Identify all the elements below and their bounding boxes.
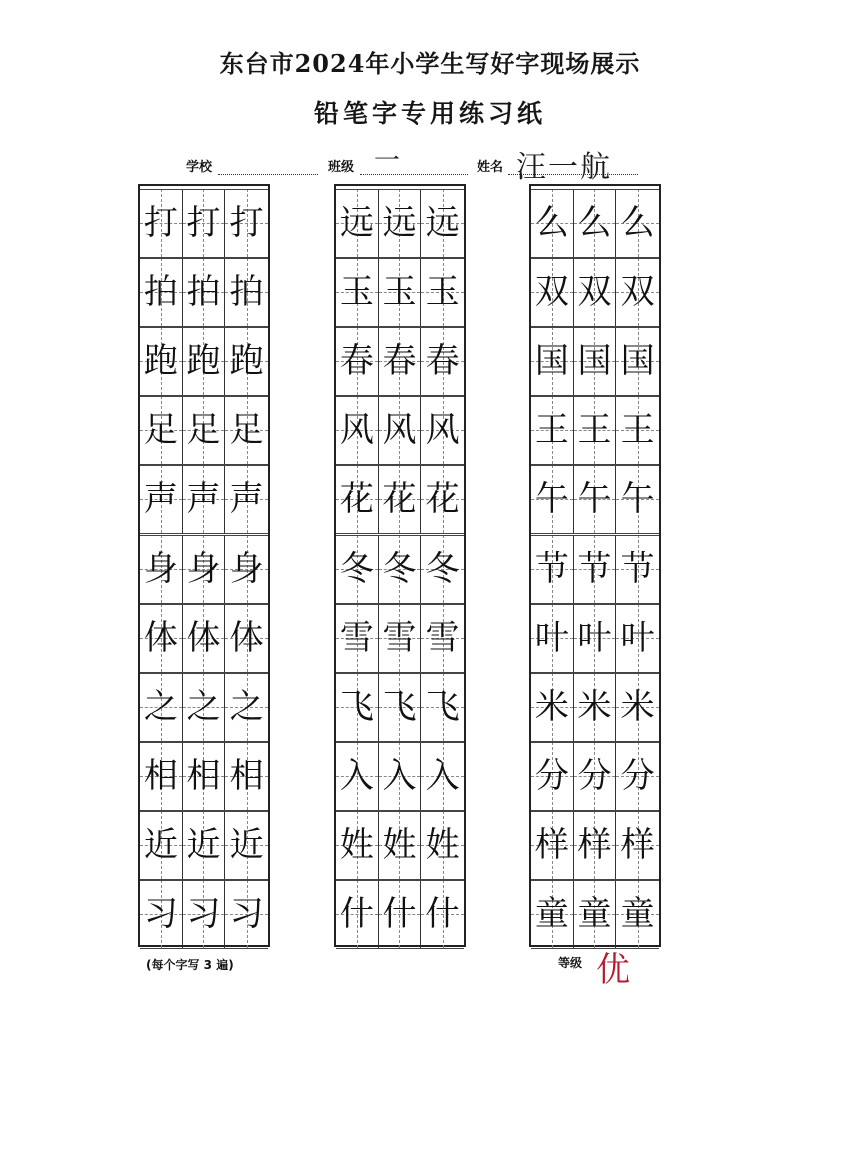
tianzige-cell[interactable] — [531, 604, 574, 672]
handwritten-character: 姓 — [339, 824, 374, 865]
tianzige-cell[interactable] — [379, 673, 422, 741]
handwritten-character: 近 — [143, 824, 178, 865]
handwritten-character: 足 — [229, 410, 264, 451]
handwritten-character: 体 — [186, 617, 221, 658]
tianzige-cell[interactable] — [616, 258, 659, 326]
handwritten-character: 入 — [339, 755, 374, 796]
grade-value: 优 — [596, 950, 630, 990]
practice-column-3 — [529, 184, 661, 947]
tianzige-cell[interactable] — [531, 811, 574, 879]
tianzige-cell[interactable] — [140, 604, 183, 672]
handwritten-character: 声 — [186, 479, 221, 520]
handwritten-character: 拍 — [186, 272, 221, 313]
handwritten-character: 童 — [620, 894, 655, 934]
row-rule — [531, 948, 659, 949]
tianzige-cell[interactable] — [421, 604, 464, 672]
row-rule — [336, 673, 464, 674]
tianzige-cell[interactable] — [140, 465, 183, 533]
tianzige-cell[interactable] — [421, 465, 464, 533]
tianzige-cell[interactable] — [531, 673, 574, 741]
practice-row — [336, 258, 464, 326]
handwritten-character: 午 — [534, 479, 569, 520]
handwritten-character: 叶 — [534, 617, 569, 658]
name-value: 汪一航 — [516, 150, 612, 185]
practice-row — [336, 535, 464, 603]
handwritten-character: 春 — [339, 341, 374, 382]
handwritten-character: 么 — [620, 203, 655, 243]
row-rule — [336, 396, 464, 397]
tianzige-cell[interactable] — [574, 535, 617, 603]
tianzige-cell[interactable] — [616, 811, 659, 879]
practice-row — [140, 327, 268, 395]
tianzige-cell[interactable] — [183, 258, 226, 326]
handwritten-character: 国 — [577, 341, 612, 382]
handwritten-character: 叶 — [620, 617, 655, 658]
tianzige-cell[interactable] — [616, 535, 659, 603]
practice-row — [140, 604, 268, 672]
row-rule — [531, 535, 659, 536]
handwritten-character: 花 — [382, 479, 417, 520]
handwritten-character: 春 — [382, 341, 417, 382]
tianzige-cell[interactable] — [616, 880, 659, 948]
handwritten-character: 什 — [425, 894, 460, 934]
name-field[interactable] — [508, 146, 638, 185]
handwritten-character: 风 — [382, 410, 417, 451]
handwritten-character: 王 — [577, 410, 612, 451]
handwritten-character: 足 — [143, 410, 178, 451]
tianzige-cell[interactable] — [616, 465, 659, 533]
handwritten-character: 声 — [229, 479, 264, 520]
handwritten-character: 足 — [186, 410, 221, 451]
practice-row — [140, 258, 268, 326]
handwritten-character: 国 — [620, 341, 655, 382]
row-rule — [140, 880, 268, 881]
row-rule — [336, 742, 464, 743]
handwritten-character: 童 — [534, 894, 569, 934]
tianzige-cell[interactable] — [574, 673, 617, 741]
tianzige-cell[interactable] — [140, 535, 183, 603]
handwritten-character: 体 — [229, 617, 264, 658]
tianzige-cell[interactable] — [379, 811, 422, 879]
tianzige-cell[interactable] — [574, 880, 617, 948]
handwritten-character: 节 — [534, 548, 569, 589]
tianzige-cell[interactable] — [140, 327, 183, 395]
tianzige-cell[interactable] — [531, 535, 574, 603]
handwritten-character: 跑 — [229, 341, 264, 382]
handwritten-character: 相 — [143, 755, 178, 796]
handwritten-character: 冬 — [425, 548, 460, 589]
practice-row — [336, 465, 464, 533]
practice-row — [336, 189, 464, 257]
tianzige-cell[interactable] — [336, 880, 379, 948]
handwritten-character: 节 — [620, 548, 655, 589]
tianzige-cell[interactable] — [336, 742, 379, 810]
tianzige-cell[interactable] — [574, 742, 617, 810]
handwritten-character: 之 — [143, 686, 178, 727]
row-rule — [336, 327, 464, 328]
tianzige-cell[interactable] — [225, 258, 268, 326]
tianzige-cell[interactable] — [225, 604, 268, 672]
tianzige-cell[interactable] — [421, 535, 464, 603]
tianzige-cell[interactable] — [225, 880, 268, 948]
practice-row — [140, 189, 268, 257]
handwritten-character: 身 — [229, 548, 264, 589]
handwritten-character: 米 — [534, 686, 569, 727]
row-rule — [336, 811, 464, 812]
handwritten-character: 拍 — [229, 272, 264, 313]
row-rule — [336, 604, 464, 605]
tianzige-cell[interactable] — [225, 742, 268, 810]
row-rule — [140, 396, 268, 397]
tianzige-cell[interactable] — [183, 604, 226, 672]
row-rule — [531, 327, 659, 328]
tianzige-cell[interactable] — [379, 396, 422, 464]
tianzige-cell[interactable] — [531, 465, 574, 533]
tianzige-cell[interactable] — [616, 396, 659, 464]
practice-row — [140, 396, 268, 464]
tianzige-cell[interactable] — [183, 189, 226, 257]
practice-column-2 — [334, 184, 466, 947]
handwritten-character: 入 — [382, 755, 417, 796]
tianzige-cell[interactable] — [616, 189, 659, 257]
tianzige-cell[interactable] — [225, 535, 268, 603]
handwritten-character: 王 — [620, 410, 655, 451]
tianzige-cell[interactable] — [140, 742, 183, 810]
tianzige-cell[interactable] — [421, 189, 464, 257]
row-rule — [140, 258, 268, 259]
tianzige-cell[interactable] — [531, 189, 574, 257]
row-rule — [531, 189, 659, 190]
handwritten-character: 身 — [186, 548, 221, 589]
tianzige-cell[interactable] — [616, 327, 659, 395]
class-field[interactable] — [360, 146, 468, 175]
tianzige-cell[interactable] — [379, 327, 422, 395]
handwritten-character: 之 — [229, 686, 264, 727]
practice-row — [140, 673, 268, 741]
practice-row — [140, 811, 268, 879]
tianzige-cell[interactable] — [379, 258, 422, 326]
handwritten-character: 花 — [339, 479, 374, 520]
practice-row — [336, 673, 464, 741]
practice-row — [531, 673, 659, 741]
handwritten-character: 拍 — [143, 272, 178, 313]
tianzige-cell[interactable] — [421, 742, 464, 810]
tianzige-cell[interactable] — [183, 327, 226, 395]
row-rule — [140, 327, 268, 328]
practice-row — [531, 811, 659, 879]
sheet-subtitle: 铅笔字专用练习纸 — [313, 99, 546, 128]
handwritten-character: 午 — [620, 479, 655, 520]
handwritten-character: 打 — [186, 203, 221, 243]
sheet-title: 东台市2024年小学生写好字现场展示 — [219, 49, 641, 78]
tianzige-cell[interactable] — [183, 742, 226, 810]
practice-row — [531, 742, 659, 810]
handwritten-character: 午 — [577, 479, 612, 520]
handwritten-character: 样 — [620, 824, 655, 865]
tianzige-cell[interactable] — [616, 673, 659, 741]
handwritten-character: 雪 — [339, 617, 374, 658]
tianzige-cell[interactable] — [336, 396, 379, 464]
handwritten-character: 习 — [143, 894, 178, 934]
handwritten-character: 玉 — [425, 272, 460, 313]
handwritten-character: 什 — [382, 894, 417, 934]
handwritten-character: 米 — [577, 686, 612, 727]
grade-label: 等级 — [558, 956, 583, 970]
tianzige-cell[interactable] — [531, 258, 574, 326]
handwritten-character: 风 — [339, 410, 374, 451]
practice-row — [336, 880, 464, 948]
row-rule — [531, 811, 659, 812]
practice-row — [336, 396, 464, 464]
handwritten-character: 打 — [143, 203, 178, 243]
practice-row — [140, 535, 268, 603]
row-rule — [336, 465, 464, 466]
class-label: 班级 — [328, 160, 355, 175]
tianzige-cell[interactable] — [379, 604, 422, 672]
handwritten-character: 入 — [425, 755, 460, 796]
tianzige-cell[interactable] — [140, 258, 183, 326]
handwritten-character: 之 — [186, 686, 221, 727]
handwritten-character: 春 — [425, 341, 460, 382]
tianzige-cell[interactable] — [336, 604, 379, 672]
handwritten-character: 米 — [620, 686, 655, 727]
handwritten-character: 样 — [577, 824, 612, 865]
tianzige-cell[interactable] — [336, 673, 379, 741]
tianzige-cell[interactable] — [183, 880, 226, 948]
handwritten-character: 近 — [186, 824, 221, 865]
handwritten-character: 分 — [577, 755, 612, 796]
practice-row — [531, 396, 659, 464]
handwritten-character: 姓 — [382, 824, 417, 865]
tianzige-cell[interactable] — [616, 604, 659, 672]
tianzige-cell[interactable] — [225, 673, 268, 741]
tianzige-cell[interactable] — [574, 258, 617, 326]
handwritten-character: 近 — [229, 824, 264, 865]
row-rule — [140, 811, 268, 812]
info-line — [0, 146, 860, 185]
tianzige-cell[interactable] — [574, 396, 617, 464]
tianzige-cell[interactable] — [379, 742, 422, 810]
handwritten-character: 相 — [186, 755, 221, 796]
handwritten-character: 飞 — [425, 686, 460, 727]
handwritten-character: 么 — [534, 203, 569, 243]
handwritten-character: 双 — [534, 272, 569, 313]
row-rule — [531, 604, 659, 605]
handwritten-character: 声 — [143, 479, 178, 520]
tianzige-cell[interactable] — [225, 811, 268, 879]
practice-row — [531, 465, 659, 533]
practice-row — [531, 327, 659, 395]
handwritten-character: 节 — [577, 548, 612, 589]
practice-column-1 — [138, 184, 270, 947]
handwritten-character: 飞 — [339, 686, 374, 727]
handwritten-character: 雪 — [382, 617, 417, 658]
handwritten-character: 分 — [534, 755, 569, 796]
row-rule — [531, 258, 659, 259]
tianzige-cell[interactable] — [336, 258, 379, 326]
row-rule — [336, 880, 464, 881]
handwritten-character: 相 — [229, 755, 264, 796]
name-label: 姓名 — [477, 160, 504, 175]
tianzige-cell[interactable] — [574, 465, 617, 533]
row-rule — [336, 948, 464, 949]
handwritten-character: 童 — [577, 894, 612, 934]
row-rule — [140, 673, 268, 674]
handwritten-character: 飞 — [382, 686, 417, 727]
handwritten-character: 打 — [229, 203, 264, 243]
tianzige-cell[interactable] — [183, 673, 226, 741]
handwritten-character: 双 — [620, 272, 655, 313]
practice-row — [140, 880, 268, 948]
handwritten-character: 风 — [425, 410, 460, 451]
handwritten-character: 远 — [382, 203, 417, 243]
tianzige-cell[interactable] — [183, 535, 226, 603]
row-rule — [140, 948, 268, 949]
row-rule — [140, 465, 268, 466]
tianzige-cell[interactable] — [379, 535, 422, 603]
practice-row — [531, 535, 659, 603]
tianzige-cell[interactable] — [336, 465, 379, 533]
tianzige-cell[interactable] — [225, 396, 268, 464]
school-field[interactable] — [218, 146, 318, 175]
row-rule — [140, 604, 268, 605]
row-rule — [531, 396, 659, 397]
tianzige-cell[interactable] — [379, 465, 422, 533]
handwritten-character: 什 — [339, 894, 374, 934]
practice-row — [336, 604, 464, 672]
row-rule — [140, 535, 268, 536]
tianzige-cell[interactable] — [225, 327, 268, 395]
handwritten-character: 姓 — [425, 824, 460, 865]
tianzige-cell[interactable] — [336, 327, 379, 395]
handwritten-character: 习 — [229, 894, 264, 934]
row-rule — [336, 258, 464, 259]
practice-row — [531, 189, 659, 257]
handwritten-character: 跑 — [186, 341, 221, 382]
tianzige-cell[interactable] — [531, 742, 574, 810]
tianzige-cell[interactable] — [140, 880, 183, 948]
tianzige-cell[interactable] — [183, 465, 226, 533]
tianzige-cell[interactable] — [616, 742, 659, 810]
practice-row — [531, 880, 659, 948]
tianzige-cell[interactable] — [531, 327, 574, 395]
handwritten-character: 玉 — [382, 272, 417, 313]
practice-row — [336, 742, 464, 810]
handwritten-character: 花 — [425, 479, 460, 520]
row-rule — [531, 673, 659, 674]
practice-row — [140, 465, 268, 533]
handwritten-character: 国 — [534, 341, 569, 382]
tianzige-cell[interactable] — [140, 189, 183, 257]
tianzige-cell[interactable] — [531, 396, 574, 464]
row-rule — [336, 189, 464, 190]
handwritten-character: 玉 — [339, 272, 374, 313]
handwritten-character: 远 — [425, 203, 460, 243]
tianzige-cell[interactable] — [421, 258, 464, 326]
tianzige-cell[interactable] — [379, 880, 422, 948]
tianzige-cell[interactable] — [421, 880, 464, 948]
practice-row — [531, 604, 659, 672]
tianzige-cell[interactable] — [336, 189, 379, 257]
practice-row — [336, 327, 464, 395]
row-rule — [140, 742, 268, 743]
handwritten-character: 分 — [620, 755, 655, 796]
handwritten-character: 雪 — [425, 617, 460, 658]
tianzige-cell[interactable] — [574, 327, 617, 395]
class-value: 一 — [374, 146, 401, 176]
handwritten-character: 冬 — [339, 548, 374, 589]
handwritten-character: 远 — [339, 203, 374, 243]
tianzige-cell[interactable] — [379, 189, 422, 257]
tianzige-cell[interactable] — [421, 327, 464, 395]
tianzige-cell[interactable] — [225, 465, 268, 533]
instruction-note: (每个字写 3 遍) — [146, 958, 234, 972]
handwritten-character: 身 — [143, 548, 178, 589]
practice-row — [336, 811, 464, 879]
handwritten-character: 叶 — [577, 617, 612, 658]
row-rule — [531, 880, 659, 881]
tianzige-cell[interactable] — [574, 189, 617, 257]
tianzige-cell[interactable] — [225, 189, 268, 257]
handwritten-character: 跑 — [143, 341, 178, 382]
tianzige-cell[interactable] — [421, 396, 464, 464]
handwritten-character: 习 — [186, 894, 221, 934]
practice-row — [140, 742, 268, 810]
handwritten-character: 双 — [577, 272, 612, 313]
tianzige-cell[interactable] — [574, 811, 617, 879]
row-rule — [140, 189, 268, 190]
tianzige-cell[interactable] — [183, 811, 226, 879]
handwritten-character: 么 — [577, 203, 612, 243]
school-label: 学校 — [186, 160, 213, 175]
tianzige-cell[interactable] — [183, 396, 226, 464]
tianzige-cell[interactable] — [531, 880, 574, 948]
tianzige-cell[interactable] — [140, 811, 183, 879]
row-rule — [336, 535, 464, 536]
practice-row — [531, 258, 659, 326]
tianzige-cell[interactable] — [421, 673, 464, 741]
handwritten-character: 体 — [143, 617, 178, 658]
tianzige-cell[interactable] — [140, 396, 183, 464]
tianzige-cell[interactable] — [421, 811, 464, 879]
handwritten-character: 样 — [534, 824, 569, 865]
handwritten-character: 冬 — [382, 548, 417, 589]
tianzige-cell[interactable] — [336, 811, 379, 879]
tianzige-cell[interactable] — [336, 535, 379, 603]
handwritten-character: 王 — [534, 410, 569, 451]
row-rule — [531, 465, 659, 466]
tianzige-cell[interactable] — [140, 673, 183, 741]
tianzige-cell[interactable] — [574, 604, 617, 672]
row-rule — [531, 742, 659, 743]
